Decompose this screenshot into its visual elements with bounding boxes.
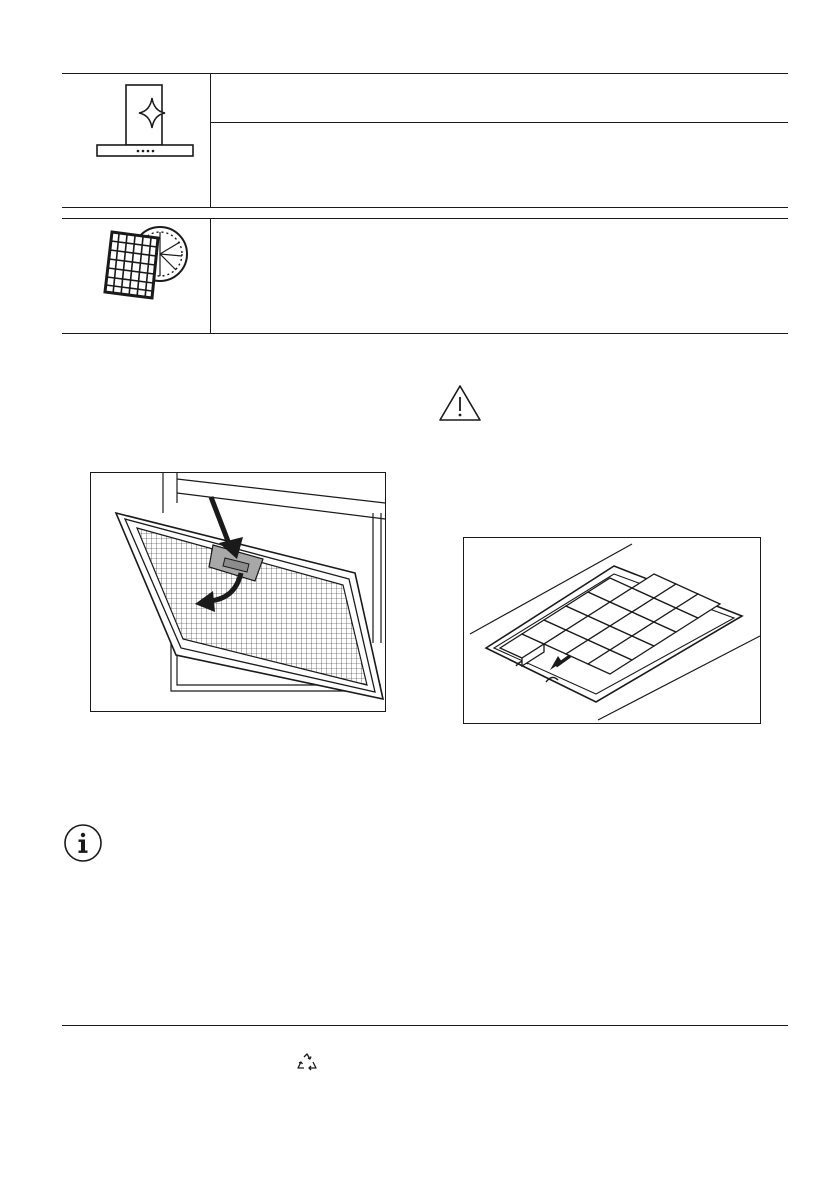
warning-triangle-icon [438, 384, 482, 422]
section-rule [62, 1025, 788, 1026]
table2-bottom-rule [62, 333, 788, 334]
table-column-divider-2 [210, 218, 211, 333]
table2-top-rule [62, 218, 788, 219]
table-column-divider-1 [210, 73, 211, 207]
info-circle-icon [63, 823, 103, 863]
table-inner-rule [210, 122, 788, 123]
filters-icon [100, 224, 200, 304]
recycle-icon [296, 1053, 318, 1073]
table-top-rule [62, 73, 788, 74]
grease-filter-figure [90, 472, 386, 712]
carbon-filter-figure [463, 537, 761, 724]
hood-clean-icon [95, 84, 195, 159]
table-row-rule [62, 207, 788, 208]
